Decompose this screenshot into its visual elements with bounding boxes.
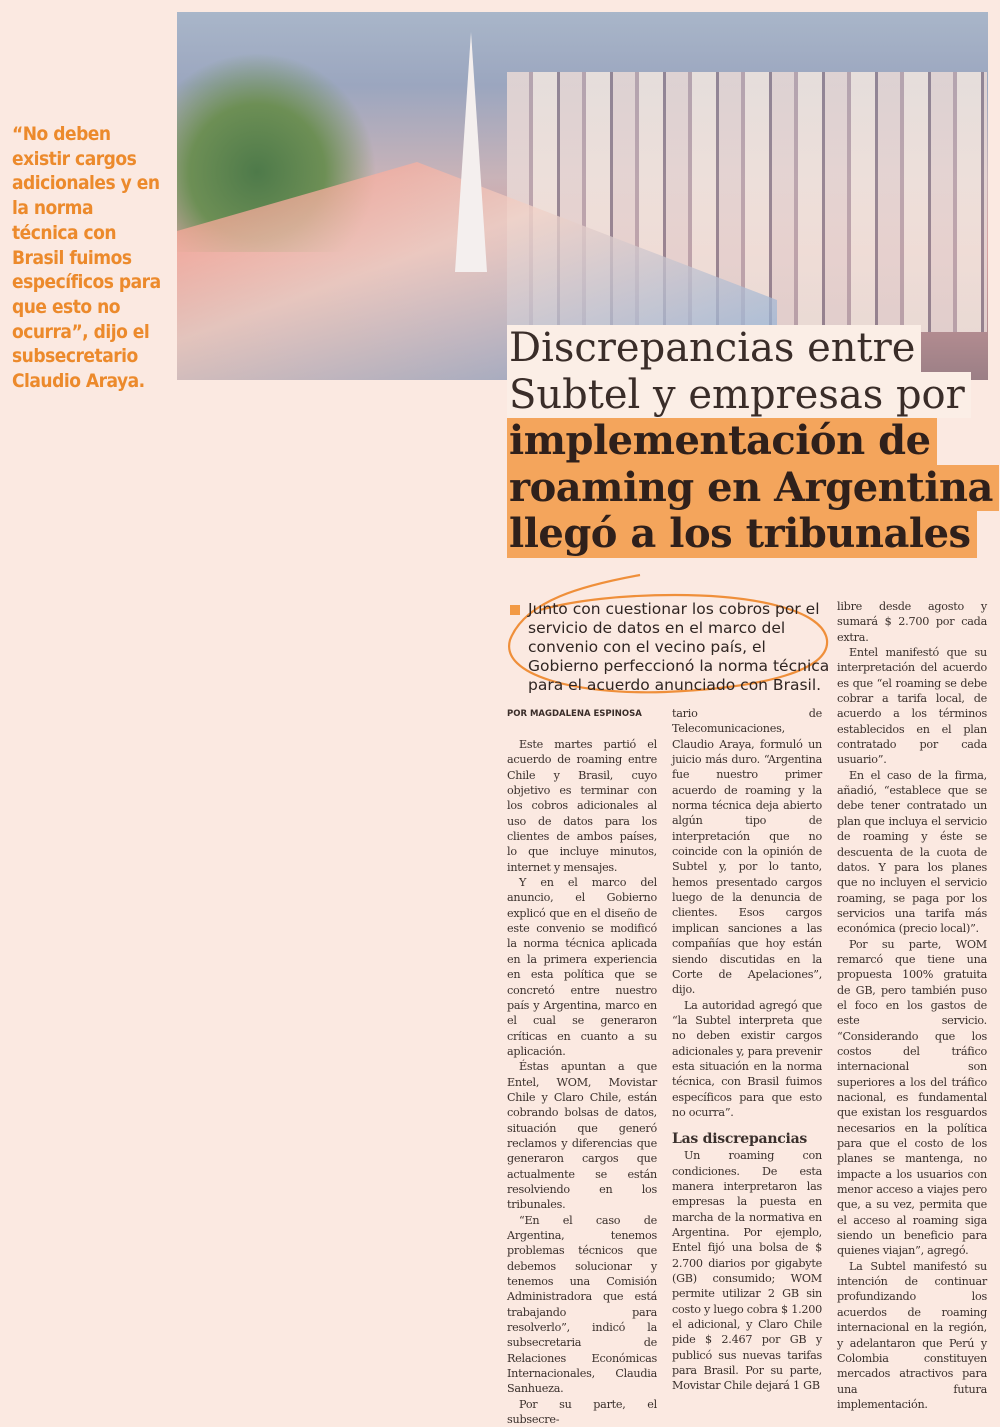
paragraph: En el caso de la firma, añadió, “establece que se debe tener contratado un plan que incluya el servicio de roaming y éste se descuenta de la cuota de datos. Y para los planes que no incluyen el servicio roaming, se paga por los servicios una tarifa más económica (precio local)”. — [837, 768, 987, 936]
headline-line-highlight: roaming en Argentina — [507, 465, 999, 512]
lead-text: Junto con cuestionar los cobros por el servicio de datos en el marco del convenio con el vecino país, el Gobierno perfeccionó la norma técnica para el acuerdo anunciado con Brasil. — [528, 600, 830, 694]
lead-paragraph — [510, 600, 830, 695]
headline-line: Discrepancias entre — [507, 325, 921, 372]
square-bullet-icon — [510, 605, 520, 615]
paragraph: “En el caso de Argentina, tenemos problemas técnicos que debemos solucionar y tenemos una Comisión Administradora que está trabajando para resolverlo”, indicó la subsecretaria de Relaciones Económicas Internacionales, Claudia Sanhueza. — [507, 1213, 657, 1396]
paragraph: Éstas apuntan a que Entel, WOM, Movistar Chile y Claro Chile, están cobrando bolsas de datos, situación que generó reclamos y diferencias que generaron cargos que actualmente se están resolviendo en los tribunales. — [507, 1060, 657, 1212]
obelisk — [455, 32, 487, 272]
paragraph: Por su parte, WOM remarcó que tiene una propuesta 100% gratuita de GB, pero también puso el foco en los gastos de este servicio. “Considerando que los costos del tráfico internacional son superiores a los del tráfico nacional, es fundamental que existan los resguardos necesarios en la política para que el costo de los planes se mantenga, no impacte a los usuarios con menor acceso a viajes pero que, a su vez, permita que el acceso al roaming siga siendo un beneficio para quienes viajan”, agregó. — [837, 937, 987, 1258]
headline-line-highlight: llegó a los tribunales — [507, 511, 977, 558]
byline: POR MAGDALENA ESPINOSA — [507, 709, 642, 719]
headline — [507, 325, 999, 558]
paragraph: La Subtel manifestó su intención de continuar profundizando los acuerdos de roaming internacional en la región, y adelantaron que Perú y Colombia constituyen mercados atractivos para una futura implementación. — [837, 1259, 987, 1411]
paragraph: tario de Telecomunicaciones, Claudio Araya, formuló un juicio más duro. “Argentina fue nuestro primer acuerdo de roaming y la norma técnica deja abierto algún tipo de interpretación que no coincide con la opinión de Subtel y, por lo tanto, hemos presentado cargos luego de la denuncia de clientes. Esos cargos implican sanciones a las compañías que hoy están siendo discutidas en la Corte de Apelaciones”, dijo. — [672, 707, 822, 997]
column-2 — [672, 706, 822, 1394]
paragraph: Y en el marco del anuncio, el Gobierno explicó que en el diseño de este convenio se modificó la norma técnica aplicada en la primera experiencia en esta política que se concretó entre nuestro país y Argentina, marco en el cual se generaron críticas en cuanto a su aplicación. — [507, 876, 657, 1058]
column-3 — [837, 599, 987, 1412]
paragraph: Por su parte, el subsecre- — [507, 1397, 657, 1427]
paragraph: libre desde agosto y sumará $ 2.700 por cada extra. — [837, 600, 987, 644]
paragraph: Un roaming con condiciones. De esta manera interpretaron las empresas la puesta en marcha de la normativa en Argentina. Por ejemplo, Entel fijó una bolsa de $ 2.700 diarios por gigabyte (GB) consumido; WOM permite utilizar 2 GB sin costo y luego cobra $ 1.200 el adicional, y Claro Chile pide $ 2.467 por GB y publicó sus nuevas tarifas para Brasil. Por su parte, Movistar Chile dejará 1 GB — [672, 1149, 822, 1393]
paragraph: Este martes partió el acuerdo de roaming entre Chile y Brasil, cuyo objetivo es terminar con los cobros adicionales al uso de datos para los clientes de ambos países, lo que incluye minutos, internet y mensajes. — [507, 738, 657, 874]
pull-quote: “No deben existir cargos adicionales y en la norma técnica con Brasil fuimos específicos para que esto no ocurra”, dijo el subsecretario Claudio Araya. — [12, 123, 161, 393]
paragraph: Entel manifestó que su interpretación del acuerdo es que “el roaming se debe cobrar a tarifa local, de acuerdo a los términos establecidos en el plan contratado por cada usuario”. — [837, 646, 987, 767]
headline-line: Subtel y empresas por — [507, 372, 971, 419]
column-1 — [507, 737, 657, 1427]
headline-line-highlight: implementación de — [507, 418, 937, 465]
paragraph: La autoridad agregó que “la Subtel interpreta que no deben existir cargos adicionales y, para prevenir esta situación en la norma técnica, con Brasil fuimos específicos para que esto no ocurra”. — [672, 998, 822, 1119]
subheading: Las discrepancias — [672, 1131, 808, 1148]
